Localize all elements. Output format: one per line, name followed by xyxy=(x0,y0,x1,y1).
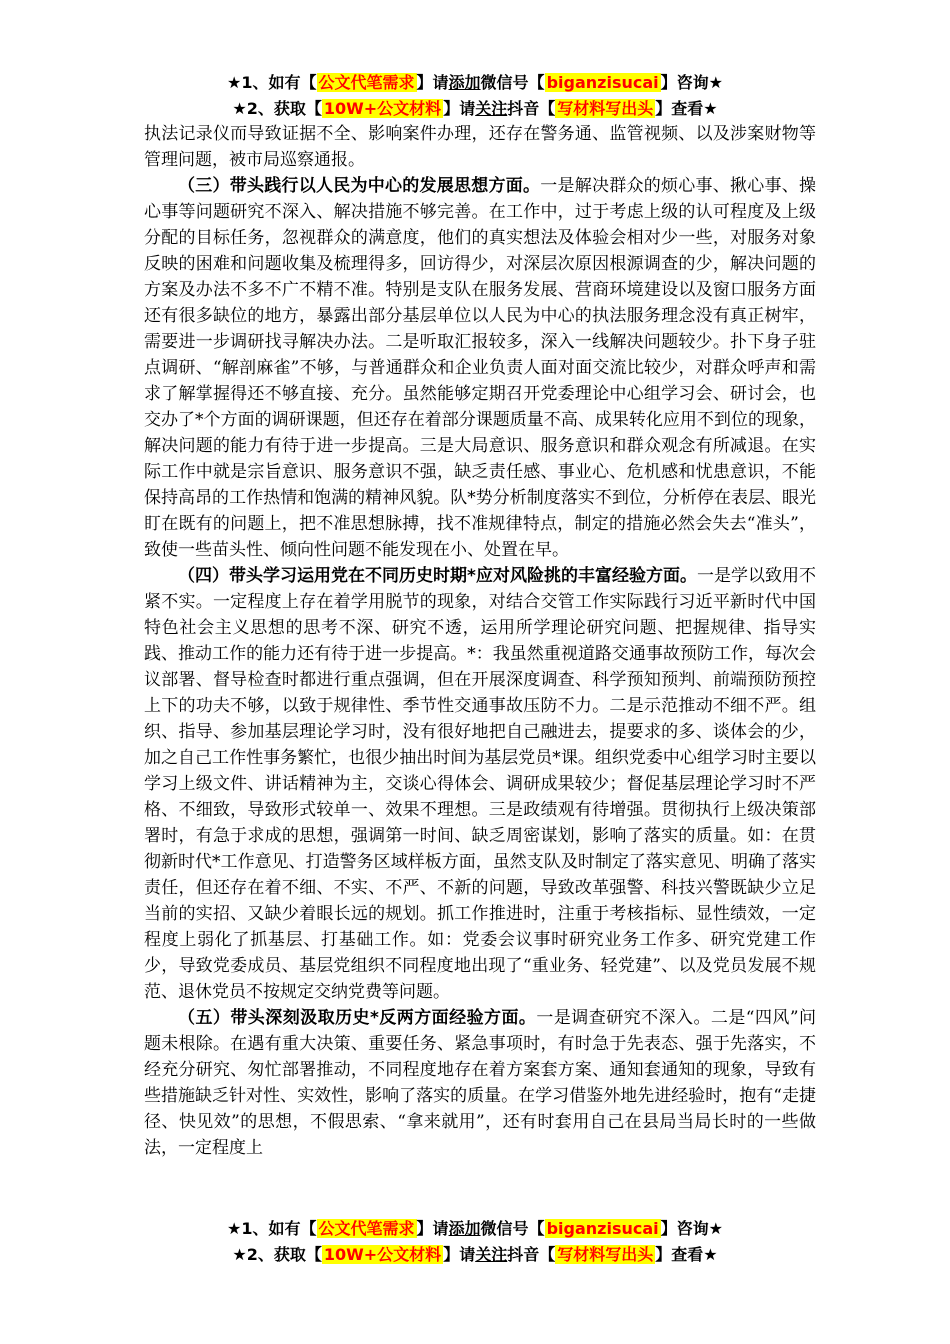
section-heading: （四）带头学习运用党在不同历史时期*应对风险挑的丰富经验方面。 xyxy=(178,566,697,586)
highlight-douyin-id: 写材料写出头 xyxy=(557,99,654,118)
highlight-materials: 10W+公文材料 xyxy=(323,1245,442,1264)
banner-text: 】请 xyxy=(416,73,449,92)
section-heading: （三）带头践行以人民为中心的发展思想方面。 xyxy=(178,176,541,196)
highlight-ghostwriting: 公文代笔需求 xyxy=(318,1219,415,1238)
banner-text: 】请 xyxy=(416,1219,449,1238)
paragraph xyxy=(144,121,816,173)
banner-underlined: 关注 xyxy=(475,1245,508,1264)
paragraph-text: 一是调查研究不深入。二是“四风”问题未根除。在遇有重大决策、重要任务、紧急事项时，有时急于先表态、强于先落实，不经充分研究、匆忙部署推动，不同程度地存在着方案套方案、通知套通知的现象，导致有些措施缺乏针对性、实效性，影响了落实的质量。在学习借鉴外地先进经验时，抱有“走捷径、快见效”的思想，不假思索、“拿来就用”，还有时套用自己在县局当局长时的一些做法，一定程度上 xyxy=(144,1008,817,1158)
paragraph xyxy=(144,173,816,563)
highlight-ghostwriting: 公文代笔需求 xyxy=(318,73,415,92)
banner-text: 】咨询★ xyxy=(660,73,723,92)
banner-text: 】查看★ xyxy=(655,99,718,118)
highlight-materials: 10W+公文材料 xyxy=(323,99,442,118)
paragraph-text: 一是解决群众的烦心事、揪心事、操心事等问题研究不深入、解决措施不够完善。在工作中，过于考虑上级的认可程度及上级分配的目标任务，忽视群众的满意度，他们的真实想法及体验会相对少一些，对服务对象反映的困难和问题收集及梳理得多，回访得少，对深层次原因根源调查的少，解决问题的方案及办法不多不广不精不准。特别是支队在服务发展、营商环境建设以及窗口服务方面还有很多缺位的地方，暴露出部分基层单位以人民为中心的执法服务理念没有真正树牢，需要进一步调研找寻解决办法。二是听取汇报较多，深入一线解决问题较少。扑下身子驻点调研、“解剖麻雀”不够，与普通群众和企业负责人面对面交流比较少，对群众呼声和需求了解掌握得还不够直接、充分。虽然能够定期召开党委理论中心组学习会、研讨会，也交办了*个方面的调研课题，但还存在着部分课题质量不高、成果转化应用不到位的现象，解决问题的能力有待于进一步提高。三是大局意识、服务意识和群众观念有所减退。在实际工作中就是宗旨意识、服务意识不强，缺乏责任感、事业心、危机感和忧患意识，不能保持高昂的工作热情和饱满的精神风貌。队*势分析制度落实不到位，分析停在表层、眼光盯在既有的问题上，把不准思想脉搏，找不准规律特点，制定的措施必然会失去“准头”，致使一些苗头性、倾向性问题不能发现在小、处置在早。 xyxy=(144,176,816,560)
banner-text: ★2、获取【 xyxy=(232,1245,322,1264)
section-heading: （五）带头深刻汲取历史*反两方面经验方面。 xyxy=(178,1008,537,1028)
top-banner-line-2 xyxy=(0,96,950,122)
banner-text: 抖音【 xyxy=(507,99,556,118)
banner-text: 】请 xyxy=(443,1245,476,1264)
banner-underlined: 关注 xyxy=(475,99,508,118)
banner-text: 抖音【 xyxy=(507,1245,556,1264)
highlight-wechat-id: biganzisucai xyxy=(546,73,659,92)
bottom-banner-line-2 xyxy=(0,1242,950,1268)
banner-text: 微信号【 xyxy=(480,73,545,92)
highlight-douyin-id: 写材料写出头 xyxy=(557,1245,654,1264)
paragraph-text: 一是学以致用不紧不实。一定程度上存在着学用脱节的现象，对结合交管工作实际践行习近平新时代中国特色社会主义思想的思考不深、研究不透，运用所学理论研究问题、把握规律、指导实践、推动工作的能力还有待于进一步提高。*：我虽然重视道路交通事故预防工作，每次会议部署、督导检查时都进行重点强调，但在开展深度调查、科学预知预判、前端预防预控上下的功夫不够，以致于规律性、季节性交通事故压防不力。二是示范推动不细不严。组织、指导、参加基层理论学习时，没有很好地把自己融进去，提要求的多、谈体会的少，加之自己工作性事务繁忙，也很少抽出时间为基层党员*课。组织党委中心组学习时主要以学习上级文件、讲话精神为主，交谈心得体会、调研成果较少；督促基层理论学习时不严格、不细致，导致形式较单一、效果不理想。三是政绩观有待增强。贯彻执行上级决策部署时，有急于求成的思想，强调第一时间、缺乏周密谋划，影响了落实的质量。如：在贯彻新时代*工作意见、打造警务区域样板方面，虽然支队及时制定了落实意见、明确了落实责任，但还存在着不细、不实、不严、不新的问题，导致改革强警、科技兴警既缺少立足当前的实招、又缺少着眼长远的规划。抓工作推进时，注重于考核指标、显性绩效，一定程度上弱化了抓基层、打基础工作。如：党委会议事时研究业务工作多、研究党建工作少，导致党委成员、基层党组织不同程度地出现了“重业务、轻党建”、以及党员发展不规范、退休党员不按规定交纳党费等问题。 xyxy=(144,566,817,1002)
banner-underlined: 添加 xyxy=(448,1219,481,1238)
paragraph xyxy=(144,1005,816,1161)
bottom-banner-line-1 xyxy=(0,1216,950,1242)
top-banner-line-1 xyxy=(0,70,950,96)
paragraph xyxy=(144,563,816,1005)
highlight-wechat-id: biganzisucai xyxy=(546,1219,659,1238)
banner-text: ★1、如有【 xyxy=(227,1219,317,1238)
paragraph-text: 执法记录仪而导致证据不全、影响案件办理，还存在警务通、监管视频、以及涉案财物等管理问题，被市局巡察通报。 xyxy=(144,124,816,170)
banner-text: 】查看★ xyxy=(655,1245,718,1264)
banner-underlined: 添加 xyxy=(448,73,481,92)
document-body xyxy=(144,121,816,1161)
banner-text: ★1、如有【 xyxy=(227,73,317,92)
banner-text: 】请 xyxy=(443,99,476,118)
banner-text: 】咨询★ xyxy=(660,1219,723,1238)
banner-text: 微信号【 xyxy=(480,1219,545,1238)
banner-text: ★2、获取【 xyxy=(232,99,322,118)
